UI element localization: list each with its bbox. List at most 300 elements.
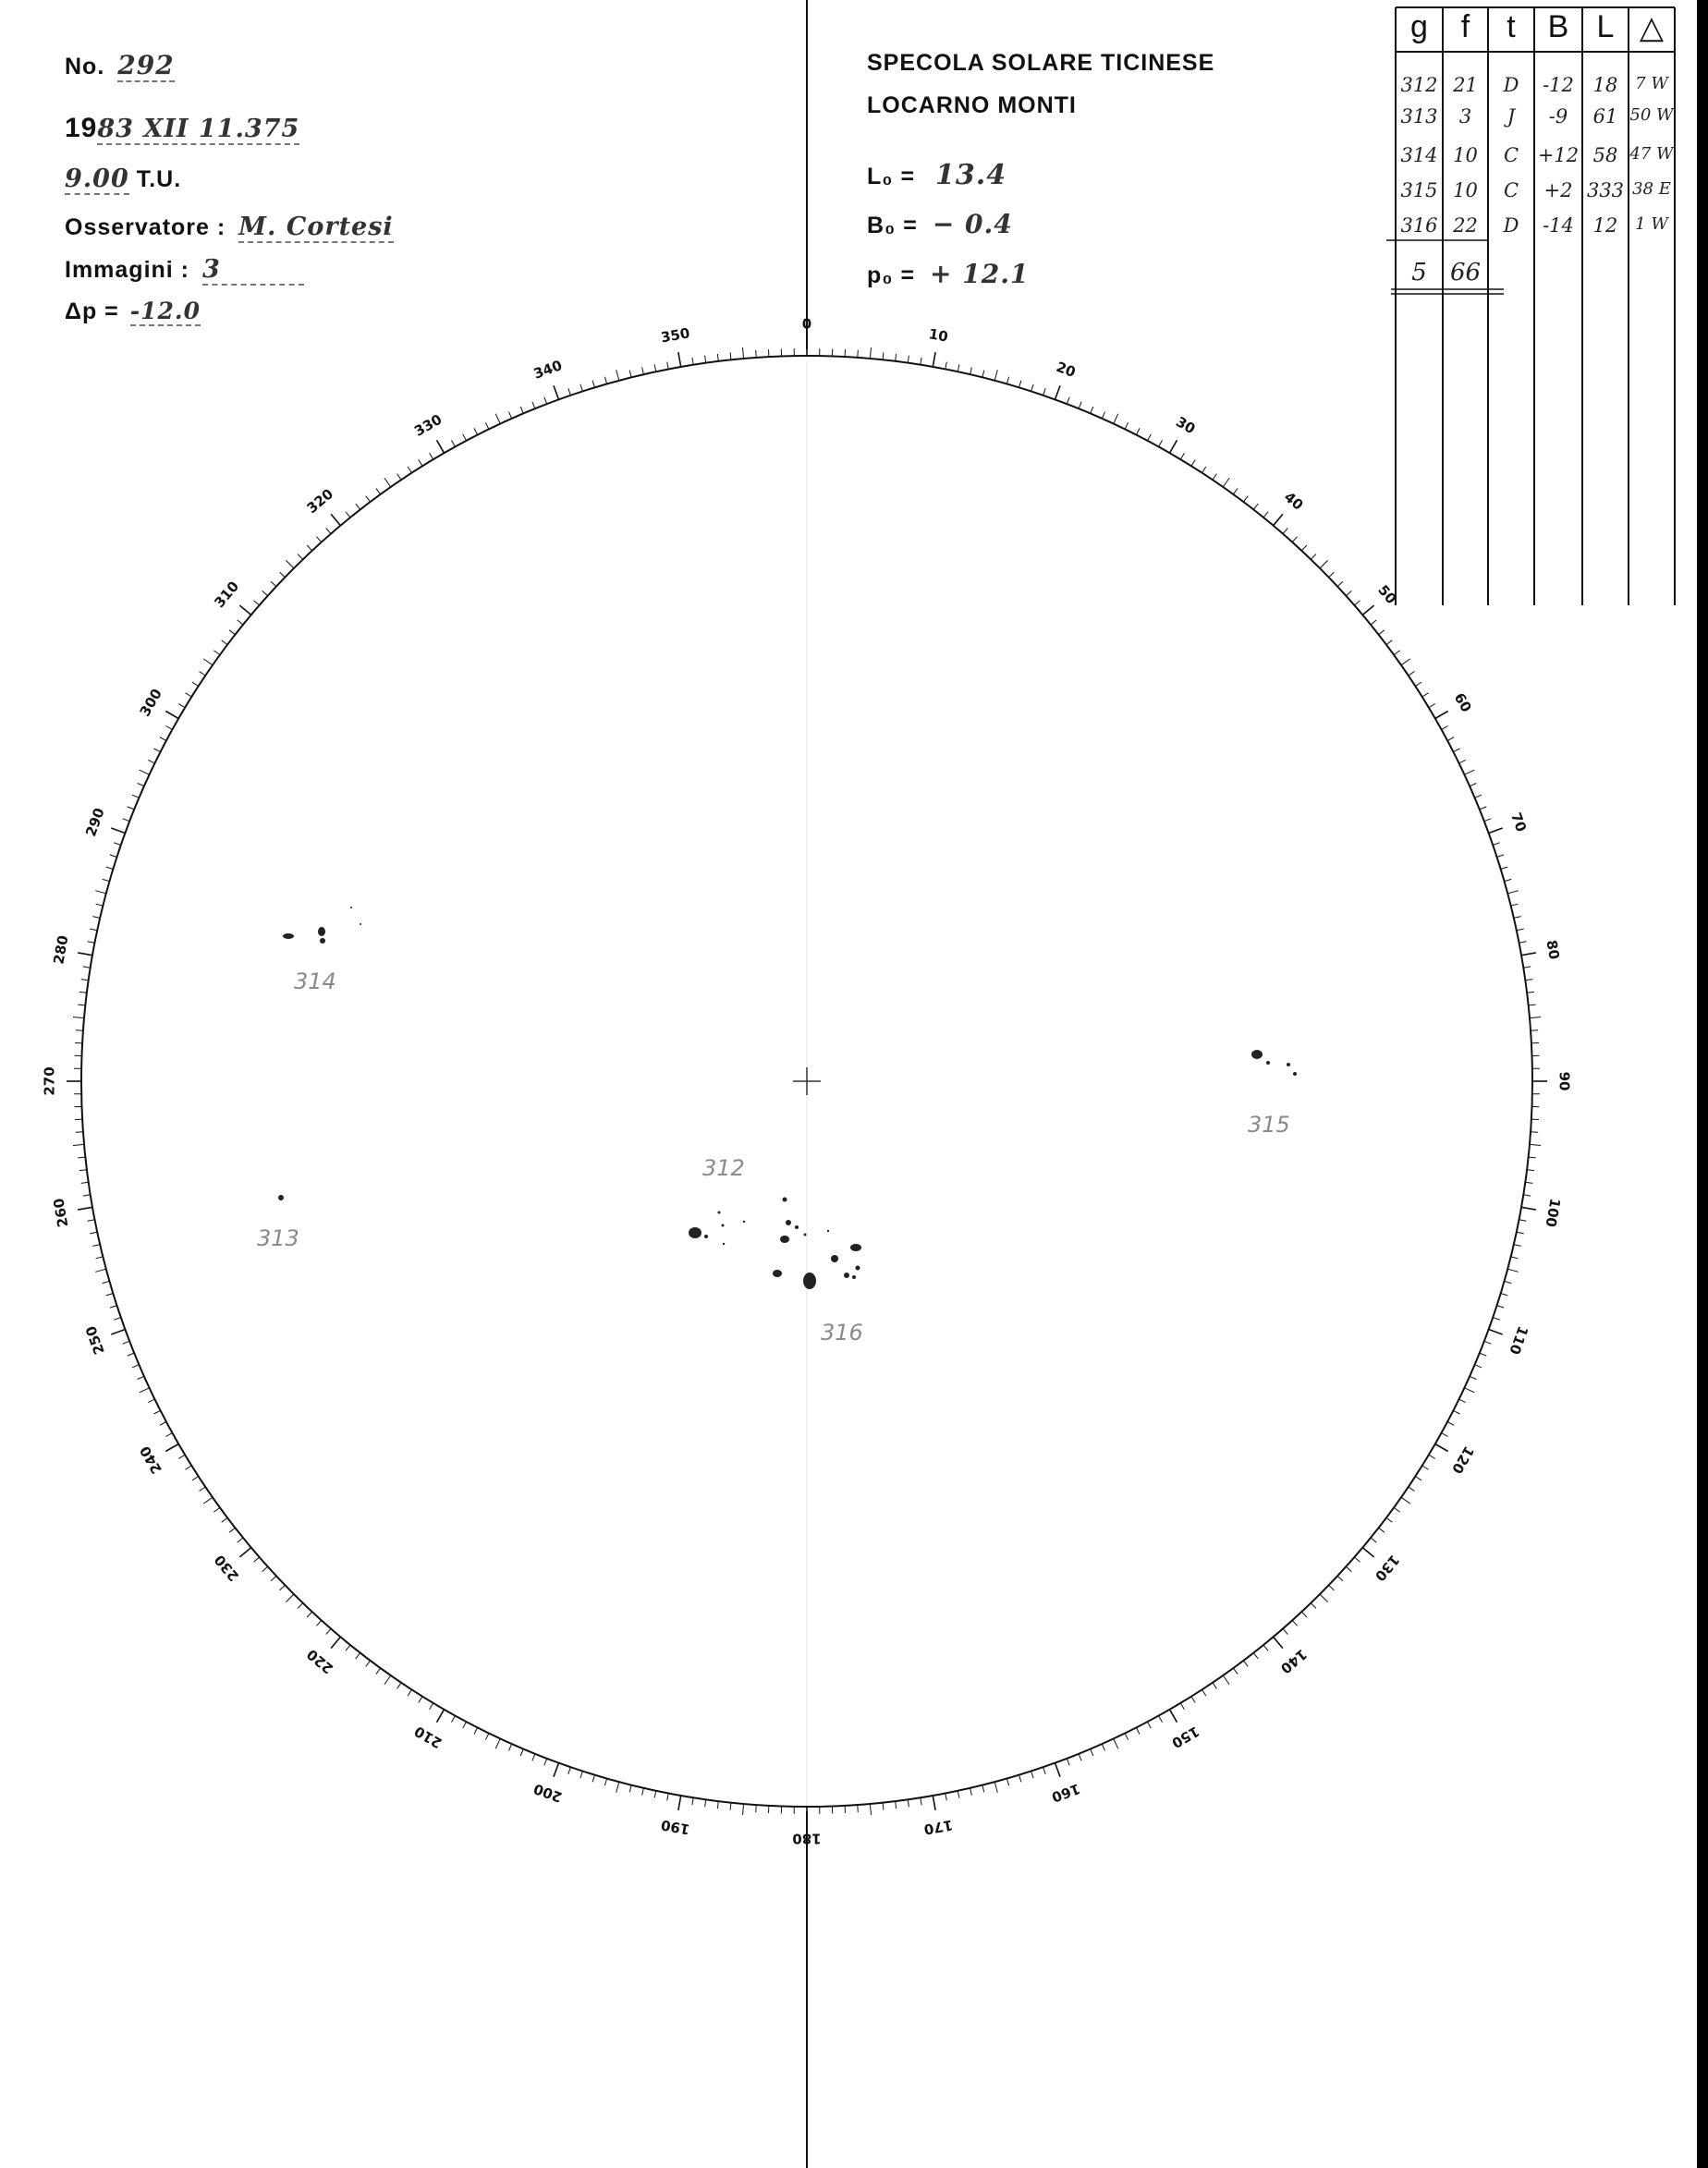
scale-label: 320 (303, 485, 337, 518)
scale-tick (1493, 1318, 1500, 1321)
scale-tick (667, 362, 669, 370)
scale-tick (520, 407, 523, 413)
scale-tick (114, 1318, 121, 1321)
scale-tick (408, 1689, 411, 1696)
scale-tick (982, 371, 984, 378)
scale-tick (629, 371, 631, 378)
table-cell: 315 (1400, 179, 1438, 201)
scale-tick (95, 1269, 106, 1272)
scale-tick (140, 1388, 150, 1393)
delta-p-value: -12.0 (129, 298, 201, 324)
scale-tick (1507, 1269, 1519, 1272)
scale-tick (286, 1594, 294, 1602)
scale-tick (106, 1294, 114, 1296)
scale-tick (239, 1548, 250, 1557)
scale-tick (1274, 514, 1283, 525)
col-header-b: B (1547, 9, 1569, 44)
scale-tick (692, 1797, 693, 1805)
scale-tick (79, 992, 87, 993)
scale-label: 280 (50, 933, 72, 966)
scale-label: 290 (82, 805, 108, 839)
table-cell: 333 (1586, 179, 1625, 201)
scale-tick (717, 354, 718, 361)
scale-tick (1475, 795, 1482, 798)
scale-tick (1394, 1507, 1400, 1512)
scale-tick (165, 712, 178, 719)
scale-tick (1531, 1132, 1538, 1133)
scale-tick (463, 434, 467, 441)
scale-tick (114, 843, 121, 846)
scale-tick (96, 904, 104, 906)
scale-tick (654, 1791, 656, 1798)
scale-tick (229, 1528, 235, 1532)
scale-tick (1263, 1645, 1268, 1650)
scale-label: 330 (411, 410, 445, 440)
scale-tick (138, 1376, 144, 1379)
table-cell: -9 (1548, 105, 1568, 128)
scale-tick (642, 367, 644, 374)
scale-tick (1530, 1017, 1541, 1018)
scale-tick (1223, 1675, 1229, 1685)
scale-tick (1223, 478, 1229, 487)
scale-tick (474, 1727, 478, 1734)
scale-tick (140, 770, 150, 774)
scale-tick (1505, 1281, 1512, 1283)
scale-tick (178, 1455, 185, 1458)
scale-tick (214, 1507, 220, 1512)
col-header-f: f (1460, 9, 1470, 44)
scale-label: 200 (531, 1780, 565, 1806)
scale-tick (730, 1803, 731, 1810)
col-header-g: g (1410, 9, 1428, 44)
table-cell: +12 (1537, 144, 1580, 166)
sunspot-group-312 (689, 1212, 745, 1246)
scale-tick (1346, 1566, 1351, 1571)
group-label-313: 313 (257, 1225, 299, 1251)
scale-tick (1170, 1710, 1177, 1723)
scale-label: 90 (1556, 1071, 1573, 1091)
scale-label: 20 (1054, 358, 1079, 381)
scale-tick (1337, 1576, 1343, 1580)
p0-value: + 12.1 (930, 259, 1030, 289)
scale-tick (870, 1804, 871, 1815)
scale-tick (1125, 1734, 1128, 1740)
scale-tick (908, 1799, 909, 1807)
scale-tick (1501, 1294, 1508, 1296)
scale-tick (532, 1754, 535, 1761)
scale-tick (1114, 1739, 1118, 1749)
scale-tick (192, 682, 199, 686)
scale-tick (1079, 1754, 1081, 1761)
scale-tick (1329, 572, 1335, 578)
scale-tick (73, 1017, 84, 1018)
scale-tick (384, 478, 391, 487)
scale-tick (1493, 843, 1500, 846)
scale-tick (495, 1739, 500, 1749)
scale-tick (110, 855, 117, 858)
scale-tick (88, 942, 95, 944)
scale-tick (1180, 453, 1184, 459)
scale-tick (165, 1444, 178, 1452)
scale-tick (186, 1466, 192, 1469)
sunspot-group-315 (1251, 1050, 1297, 1076)
scale-tick (1301, 545, 1306, 551)
scale-tick (1292, 1620, 1297, 1626)
observer-label: Osservatore : (65, 214, 226, 240)
scale-tick (1497, 1306, 1505, 1309)
scale-tick (132, 795, 139, 798)
sunspot-group-314 (283, 907, 361, 944)
scale-label: 220 (303, 1645, 337, 1677)
scale-tick (92, 917, 100, 919)
scale-tick (1521, 1207, 1536, 1210)
scale-tick (316, 537, 321, 542)
scale-tick (858, 350, 859, 358)
scale-tick (1442, 726, 1448, 730)
scale-tick (896, 1801, 897, 1809)
scale-tick (1202, 467, 1206, 473)
scale-tick (1505, 879, 1512, 881)
time-unit: T.U. (136, 166, 182, 192)
scale-tick (1136, 428, 1140, 434)
scale-tick (254, 601, 260, 605)
table-cell: -12 (1543, 74, 1574, 96)
table-cell: 312 (1400, 74, 1438, 96)
scale-tick (1501, 867, 1508, 869)
scale-tick (326, 529, 331, 534)
scale-tick (1497, 855, 1505, 858)
scale-tick (452, 1716, 456, 1723)
scale-tick (96, 1257, 104, 1259)
scale-tick (229, 630, 235, 635)
scale-tick (743, 1804, 744, 1815)
scale-tick (1521, 953, 1536, 956)
scale-tick (580, 384, 583, 392)
scale-tick (1401, 659, 1410, 665)
scale-label: 80 (1543, 938, 1563, 961)
scale-label: 130 (1371, 1551, 1403, 1585)
results-table-grid (1386, 7, 1675, 605)
scale-tick (1511, 1257, 1519, 1259)
number-label: No. (65, 54, 105, 79)
table-cell: 1 W (1635, 214, 1668, 234)
scale-tick (1213, 474, 1216, 481)
scale-tick (1447, 1422, 1454, 1426)
scale-tick (153, 1410, 160, 1414)
scale-tick (1429, 704, 1435, 708)
scale-tick (356, 504, 360, 509)
scale-label: 260 (50, 1197, 72, 1229)
scale-tick (509, 1744, 512, 1750)
scale-tick (1031, 1772, 1034, 1779)
scale-tick (271, 1576, 276, 1580)
scale-tick (106, 867, 114, 869)
scale-tick (1263, 512, 1268, 518)
scale-tick (366, 496, 371, 502)
scale-tick (76, 1132, 83, 1133)
scale-tick (1148, 434, 1152, 441)
scale-label: 170 (922, 1816, 955, 1838)
date-value: 83 XII 11.375 (97, 115, 300, 143)
table-cell: 50 W (1629, 105, 1674, 125)
scale-label: 240 (136, 1443, 165, 1477)
scale-tick (366, 1661, 371, 1666)
scale-label: 60 (1450, 689, 1475, 715)
scale-tick (262, 591, 268, 595)
scale-tick (970, 1788, 972, 1796)
table-cell: 47 W (1629, 144, 1674, 164)
scale-tick (316, 1620, 321, 1626)
scale-tick (1043, 388, 1046, 396)
scale-tick (408, 467, 411, 473)
scale-tick (1484, 1341, 1491, 1344)
observer-value: M. Cortesi (238, 213, 394, 241)
scale-tick (1191, 1697, 1195, 1703)
time-value: 9.00 (65, 164, 129, 193)
scale-tick (298, 554, 303, 560)
l0-value: 13.4 (935, 159, 1007, 191)
scale-tick (1409, 672, 1415, 676)
scale-tick (580, 1772, 583, 1779)
scale-tick (1447, 737, 1454, 741)
sunspot-group-316 (773, 1198, 861, 1290)
scale-label: 10 (927, 325, 950, 346)
scale-tick (1159, 1716, 1163, 1723)
scale-tick (970, 367, 972, 374)
scale-tick (554, 385, 559, 399)
images-value: 3 (202, 255, 304, 286)
scale-tick (1079, 402, 1081, 409)
scale-tick (376, 488, 381, 494)
scale-tick (1125, 422, 1128, 429)
scale-tick (1114, 414, 1118, 424)
scale-label: 300 (136, 686, 165, 720)
scale-tick (192, 1477, 199, 1480)
scale-tick (437, 440, 445, 453)
scale-tick (592, 381, 594, 388)
scale-tick (908, 356, 909, 363)
sunspot-group-313 (278, 1195, 284, 1200)
scale-tick (1459, 760, 1466, 763)
scale-tick (678, 352, 681, 367)
scale-label: 350 (659, 324, 691, 347)
scale-tick (858, 1805, 859, 1812)
scale-tick (1320, 560, 1328, 568)
total-groups: 5 (1411, 259, 1427, 286)
scale-label: 270 (41, 1066, 58, 1096)
scale-tick (883, 352, 884, 359)
scale-tick (1243, 496, 1248, 502)
scale-tick (933, 352, 935, 367)
scale-tick (1523, 1195, 1531, 1196)
scale-tick (1470, 784, 1476, 786)
scale-tick (1354, 1557, 1360, 1562)
table-cell: +2 (1543, 179, 1573, 201)
scale-tick (1274, 1637, 1283, 1648)
scale-tick (1191, 460, 1195, 467)
scale-tick (1489, 828, 1503, 834)
scale-tick (160, 737, 166, 741)
scale-tick (419, 1697, 422, 1703)
scale-tick (1253, 504, 1258, 509)
scale-tick (1507, 891, 1519, 894)
scale-label: 50 (1374, 581, 1400, 608)
scale-label: 180 (792, 1830, 822, 1847)
scale-tick (83, 1195, 91, 1196)
scale-tick (1415, 682, 1421, 686)
scale-tick (239, 605, 250, 615)
scale-tick (495, 414, 500, 424)
scale-tick (1429, 1455, 1435, 1458)
scale-tick (1301, 1612, 1306, 1617)
scale-label: 40 (1280, 488, 1307, 514)
scale-tick (298, 1603, 303, 1609)
scale-tick (138, 784, 144, 786)
scale-tick (958, 364, 959, 371)
scale-tick (1379, 630, 1385, 635)
scale-label: 140 (1276, 1645, 1311, 1677)
scale-tick (592, 1775, 594, 1783)
scale-tick (1453, 1410, 1459, 1414)
scale-tick (331, 514, 340, 525)
table-cell: D (1503, 74, 1519, 96)
scale-label: 310 (211, 578, 243, 612)
scale-tick (254, 1557, 260, 1562)
scale-label: 160 (1049, 1780, 1083, 1806)
scale-tick (307, 545, 311, 551)
col-header-delta: △ (1639, 10, 1665, 45)
scale-tick (554, 1763, 559, 1777)
scale-tick (933, 1796, 935, 1810)
scale-tick (1514, 1245, 1521, 1247)
scale-tick (222, 640, 227, 645)
scale-tick (604, 1779, 606, 1786)
scale-tick (78, 1207, 92, 1210)
scale-tick (616, 1782, 619, 1793)
scale-tick (1170, 440, 1177, 453)
scale-label: 190 (659, 1816, 691, 1838)
scale-tick (1379, 1528, 1385, 1532)
scale-tick (1019, 381, 1021, 388)
scale-tick (90, 1232, 97, 1234)
table-cell: 7 W (1635, 74, 1668, 93)
scale-tick (1031, 384, 1034, 392)
scale-tick (123, 819, 129, 822)
scale-tick (1519, 942, 1527, 944)
scale-tick (568, 388, 571, 396)
scale-tick (1102, 1744, 1104, 1750)
scale-tick (1484, 819, 1491, 822)
scale-tick (331, 1637, 340, 1648)
scale-tick (1320, 1594, 1328, 1602)
scale-tick (678, 1796, 681, 1810)
scale-tick (629, 1785, 631, 1793)
scale-label: 70 (1507, 810, 1531, 834)
scale-tick (286, 560, 294, 568)
scale-tick (1283, 529, 1287, 534)
scale-tick (485, 1734, 489, 1740)
scale-tick (1055, 1763, 1061, 1777)
scale-label: 120 (1448, 1443, 1478, 1477)
scale-tick (128, 807, 135, 810)
scale-tick (430, 453, 433, 459)
scale-tick (463, 1722, 467, 1728)
scale-tick (376, 1668, 381, 1675)
scale-tick (397, 1683, 401, 1689)
scale-tick (111, 1330, 125, 1335)
scale-tick (203, 659, 213, 665)
scale-tick (78, 1157, 85, 1158)
observatory-name: SPECOLA SOLARE TICINESE (867, 50, 1215, 76)
scale-tick (1148, 1722, 1152, 1728)
scale-tick (384, 1675, 391, 1685)
scale-tick (667, 1794, 669, 1801)
p0-label: p₀ = (867, 262, 916, 288)
scale-tick (81, 1182, 89, 1183)
table-cell: 61 (1592, 105, 1618, 128)
table-cell: 3 (1458, 105, 1472, 128)
scale-tick (1386, 640, 1392, 645)
b0-value: − 0.4 (932, 209, 1013, 239)
group-label-314: 314 (294, 968, 336, 994)
scale-tick (1311, 554, 1316, 560)
scale-tick (1475, 1365, 1482, 1368)
scale-tick (604, 377, 606, 384)
scale-label: 30 (1173, 413, 1199, 438)
table-cell: J (1507, 105, 1516, 128)
scale-tick (1480, 1353, 1487, 1356)
table-cell: 12 (1592, 214, 1618, 237)
scale-tick (756, 350, 757, 358)
scale-tick (1202, 1689, 1206, 1696)
scale-tick (544, 1759, 547, 1765)
scale-tick (756, 1805, 757, 1812)
scale-tick (178, 704, 185, 708)
l0-label: L₀ = (867, 164, 916, 189)
scale-label: 230 (211, 1551, 243, 1585)
group-label-316: 316 (821, 1320, 863, 1346)
scale-tick (730, 352, 731, 359)
scale-tick (1346, 591, 1351, 595)
scale-tick (1292, 537, 1297, 542)
scale-label: 210 (411, 1723, 445, 1752)
scale-tick (1527, 992, 1534, 993)
scale-tick (870, 347, 871, 359)
scale-tick (1253, 1653, 1258, 1659)
scale-tick (1394, 651, 1400, 655)
scale-tick (148, 1399, 154, 1403)
scale-tick (1006, 377, 1008, 384)
scale-tick (1019, 1775, 1021, 1783)
scale-tick (743, 347, 744, 359)
scale-tick (1465, 1388, 1475, 1393)
observatory-location: LOCARNO MONTI (867, 92, 1077, 118)
scale-tick (262, 1566, 268, 1571)
scale-tick (103, 1281, 110, 1283)
table-cell: 313 (1400, 105, 1438, 128)
scale-tick (1442, 1433, 1448, 1437)
scale-tick (1006, 1779, 1008, 1786)
scale-tick (1480, 807, 1487, 810)
scale-tick (1459, 1399, 1466, 1403)
scale-tick (994, 1782, 997, 1793)
scale-tick (705, 1799, 706, 1807)
scale-tick (616, 370, 619, 381)
scale-tick (83, 967, 91, 968)
scale-tick (1371, 1538, 1376, 1542)
scale-label: 250 (82, 1323, 108, 1358)
scale-tick (1091, 1749, 1093, 1756)
